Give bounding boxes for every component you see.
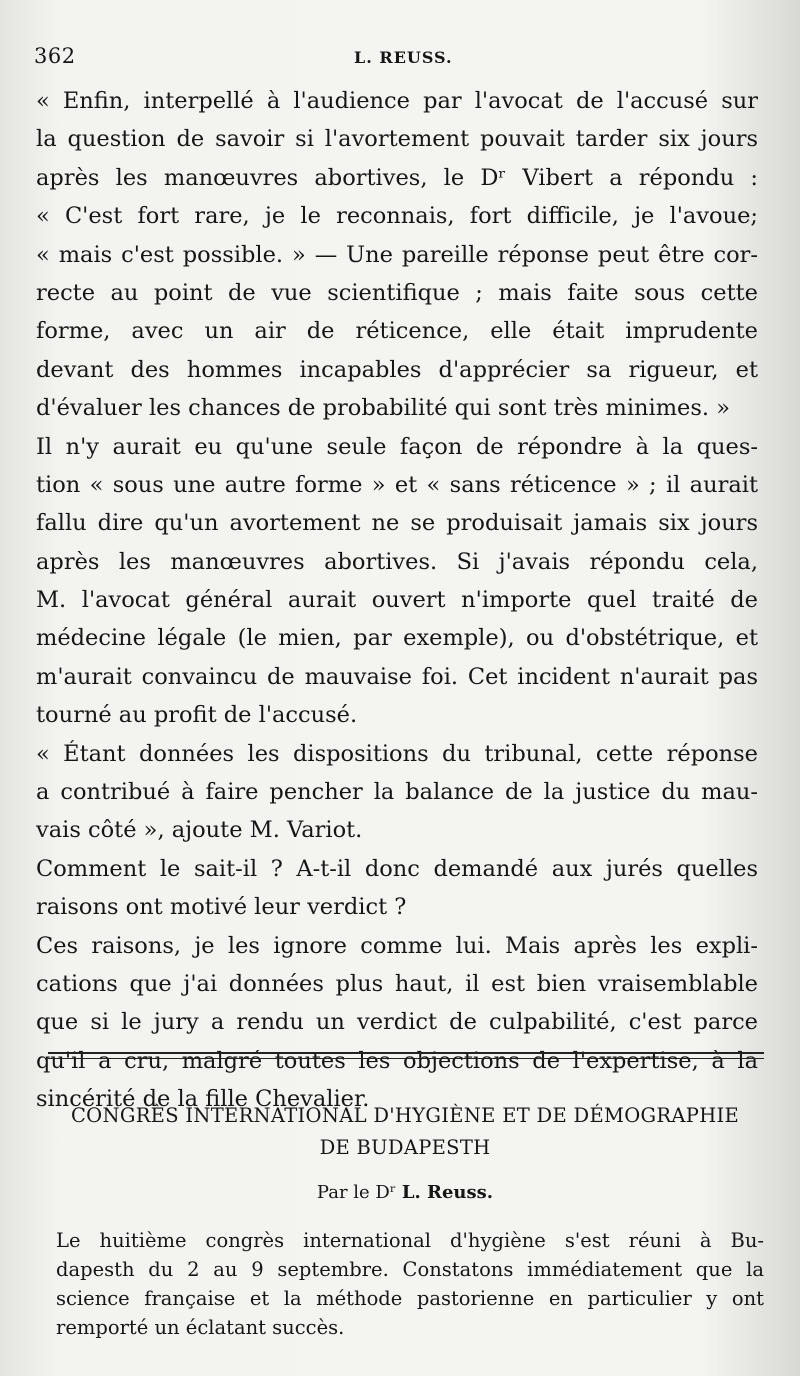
text-line: d'évaluer les chances de probabilité qui sont très minimes. » <box>36 395 730 422</box>
page-header <box>34 44 766 74</box>
text-line: forme, avec un air de réticence, elle était imprudente <box>36 318 758 345</box>
text-line: remporté un éclatant succès. <box>56 1316 345 1339</box>
text-line: m'aurait convaincu de mauvaise foi. Cet incident n'aurait pas <box>36 663 758 690</box>
text-line: « mais c'est possible. » — Une pareille réponse peut être cor- <box>36 241 758 268</box>
section-divider <box>48 1052 764 1054</box>
text-line: science française et la méthode pastorienne en particulier y ont <box>56 1287 764 1310</box>
text-line: « Enfin, interpellé à l'audience par l'avocat de l'accusé sur <box>36 88 758 114</box>
text-line: Ces raisons, je les ignore comme lui. Mais après les expli- <box>36 932 758 959</box>
text-line: sincérité de la fille Chevalier. <box>36 1086 370 1113</box>
text-line: dapesth du 2 au 9 septembre. Constatons immédiatement que la <box>56 1258 764 1281</box>
text-line: Comment le sait-il ? A-t-il donc demandé aux jurés quelles <box>36 855 758 882</box>
text-line: Le huitième congrès international d'hygiène s'est réuni à Bu- <box>56 1229 764 1252</box>
byline <box>40 1180 770 1206</box>
text-line: tourné au profit de l'accusé. <box>36 702 358 729</box>
text-line: recte au point de vue scientifique ; mais faite sous cette <box>36 279 758 306</box>
section-title-line: DE BUDAPESTH <box>319 1136 491 1159</box>
section-title <box>40 1100 770 1164</box>
text-line: après les manœuvres abortives, le Dʳ Vibert a répondu : <box>36 164 758 191</box>
running-head: L. REUSS. <box>354 48 453 67</box>
section-title-line: CONGRÈS INTERNATIONAL D'HYGIÈNE ET DE DÉMOGRAPHIE <box>70 1104 740 1127</box>
text-line: « C'est fort rare, je le reconnais, fort difficile, je l'avoue; <box>36 203 758 230</box>
text-line: a contribué à faire pencher la balance de la justice du mau- <box>36 779 758 806</box>
byline-author: L. Reuss. <box>401 1182 494 1203</box>
text-line: M. l'avocat général aurait ouvert n'importe quel traité de <box>36 587 758 614</box>
text-line: « Étant données les dispositions du tribunal, cette réponse <box>36 740 758 767</box>
text-line: médecine légale (le mien, par exemple), ou d'obstétrique, et <box>36 625 758 652</box>
text-line: après les manœuvres abortives. Si j'avais répondu cela, <box>36 548 758 575</box>
body-text <box>36 82 758 1119</box>
page-number: 362 <box>34 44 76 68</box>
text-line: que si le jury a rendu un verdict de culpabilité, c'est parce <box>36 1009 758 1036</box>
text-line: qu'il a cru, malgré toutes les objections de l'expertise, à la <box>36 1047 758 1074</box>
text-line: la question de savoir si l'avortement pouvait tarder six jours <box>36 126 758 153</box>
text-line: devant des hommes incapables d'apprécier sa rigueur, et <box>36 356 758 383</box>
byline-prefix: Par le Dʳ <box>316 1182 397 1203</box>
text-line: tion « sous une autre forme » et « sans réticence » ; il aurait <box>36 471 758 498</box>
section-divider-thin <box>48 1058 764 1059</box>
text-line: cations que j'ai données plus haut, il est bien vraisemblable <box>36 970 758 997</box>
section-body <box>56 1226 764 1342</box>
text-line: vais côté », ajoute M. Variot. <box>36 817 363 844</box>
text-line: Il n'y aurait eu qu'une seule façon de répondre à la ques- <box>36 433 758 460</box>
text-line: fallu dire qu'un avortement ne se produisait jamais six jours <box>36 510 758 537</box>
text-line: raisons ont motivé leur verdict ? <box>36 894 407 921</box>
